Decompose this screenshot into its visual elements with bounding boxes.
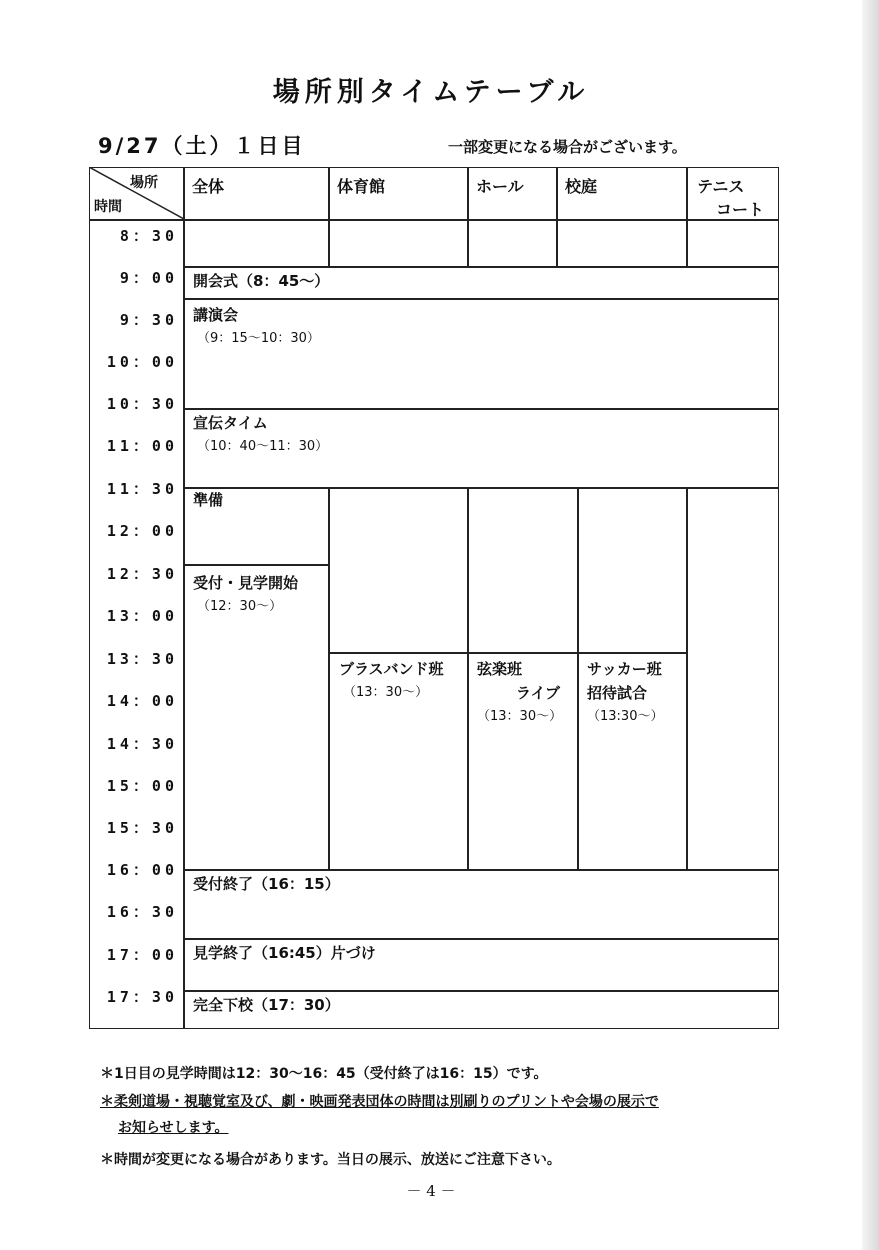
rule-club-events-top [328, 652, 686, 654]
event-reception [193, 571, 298, 619]
event-soccer-time: （13:30〜） [587, 709, 664, 724]
event-lecture-time: （9：15〜10：30） [197, 331, 320, 346]
time-label: 9：30 [119, 311, 178, 329]
event-strings-sub: ライブ [515, 684, 560, 702]
time-label: 8：30 [119, 227, 178, 245]
time-column-rule [183, 167, 185, 1029]
event-brass-band [339, 657, 444, 705]
header-col-tennis-1: テニス [697, 177, 745, 196]
time-label: 13：30 [106, 650, 178, 668]
col-rule-4 [686, 167, 688, 267]
time-label: 14：00 [106, 692, 178, 710]
header-rule [89, 219, 779, 221]
time-label: 12：00 [106, 522, 178, 540]
page-number: － 4 － [406, 1182, 456, 1200]
time-label: 15：30 [106, 819, 178, 837]
time-label: 12：30 [106, 565, 178, 583]
time-label: 16：00 [106, 861, 178, 879]
event-strings [477, 657, 572, 729]
event-promo-title: 宣伝タイム [193, 414, 268, 432]
footnote-2b: お知らせします。 [118, 1120, 229, 1136]
event-strings-time: （13：30〜） [477, 709, 563, 724]
time-label: 14：30 [106, 735, 178, 753]
pm-col-rule-3 [577, 487, 579, 869]
time-label: 13：00 [106, 607, 178, 625]
event-reception-end: 受付終了（16：15） [193, 875, 340, 893]
col-rule-2 [467, 167, 469, 267]
header-time: 時間 [94, 199, 122, 215]
change-notice: 一部変更になる場合がございます。 [448, 138, 687, 156]
pm-col-rule-4 [686, 487, 688, 869]
event-lecture [193, 303, 320, 351]
event-promo-time: （10：40〜11：30） [197, 439, 329, 454]
rule-visit-end-top [183, 938, 779, 940]
time-label: 10：30 [106, 395, 178, 413]
col-rule-3 [556, 167, 558, 267]
rule-promo-top [183, 408, 779, 410]
pm-col-rule-1 [328, 487, 330, 869]
rule-dismissal-top [183, 990, 779, 992]
header-place: 場所 [130, 175, 158, 191]
time-label: 9：00 [119, 269, 178, 287]
event-reception-title: 受付・見学開始 [193, 574, 299, 592]
header-col-gym: 体育館 [337, 177, 386, 196]
event-visit-end: 見学終了（16:45）片づけ [193, 944, 376, 962]
time-label: 16：30 [106, 903, 178, 921]
event-promo [193, 411, 328, 459]
event-dismissal: 完全下校（17：30） [193, 996, 340, 1014]
footnote-1: ＊1日目の見学時間は12：30〜16：45（受付終了は16：15）です。 [100, 1066, 548, 1082]
header-col-tennis-2: コート [716, 200, 765, 219]
header-col-yard: 校庭 [565, 177, 598, 196]
day-heading: 9/27（土）１日目 [98, 134, 306, 158]
time-label: 17：00 [106, 946, 178, 964]
header-col-all: 全体 [192, 177, 225, 196]
pm-col-rule-2 [467, 487, 469, 869]
event-strings-title: 弦楽班 [477, 660, 523, 678]
rule-afternoon-top [183, 487, 779, 489]
col-rule-1 [328, 167, 330, 267]
event-brass-title: ブラスバンド班 [339, 660, 444, 678]
header-col-hall: ホール [476, 177, 524, 196]
event-soccer-title: サッカー班 [587, 660, 662, 678]
rule-reception-end-top [183, 869, 779, 871]
event-soccer [587, 657, 663, 729]
time-label: 11：30 [106, 480, 178, 498]
footnote-3: ＊時間が変更になる場合があります。当日の展示、放送にご注意下さい。 [100, 1152, 561, 1168]
rule-lecture-top [183, 298, 779, 300]
footnote-2a: ＊柔剣道場・視聴覚室及び、劇・映画発表団体の時間は別刷りのプリントや会場の展示で [100, 1094, 659, 1110]
event-reception-time: （12：30〜） [197, 599, 283, 614]
event-opening: 開会式（8：45〜） [193, 272, 330, 290]
rule-reception-top [183, 564, 328, 566]
event-lecture-title: 講演会 [193, 306, 239, 324]
rule-opening-top [183, 266, 779, 268]
page-title: 場所別タイムテーブル [272, 77, 590, 108]
event-soccer-sub: 招待試合 [587, 684, 648, 702]
time-label: 10：00 [106, 353, 178, 371]
time-label: 15：00 [106, 777, 178, 795]
time-label: 11：00 [106, 437, 178, 455]
time-label: 17：30 [106, 988, 178, 1006]
event-brass-time: （13：30〜） [343, 685, 429, 700]
page-edge-shadow [862, 0, 879, 1250]
event-prep: 準備 [193, 491, 224, 509]
